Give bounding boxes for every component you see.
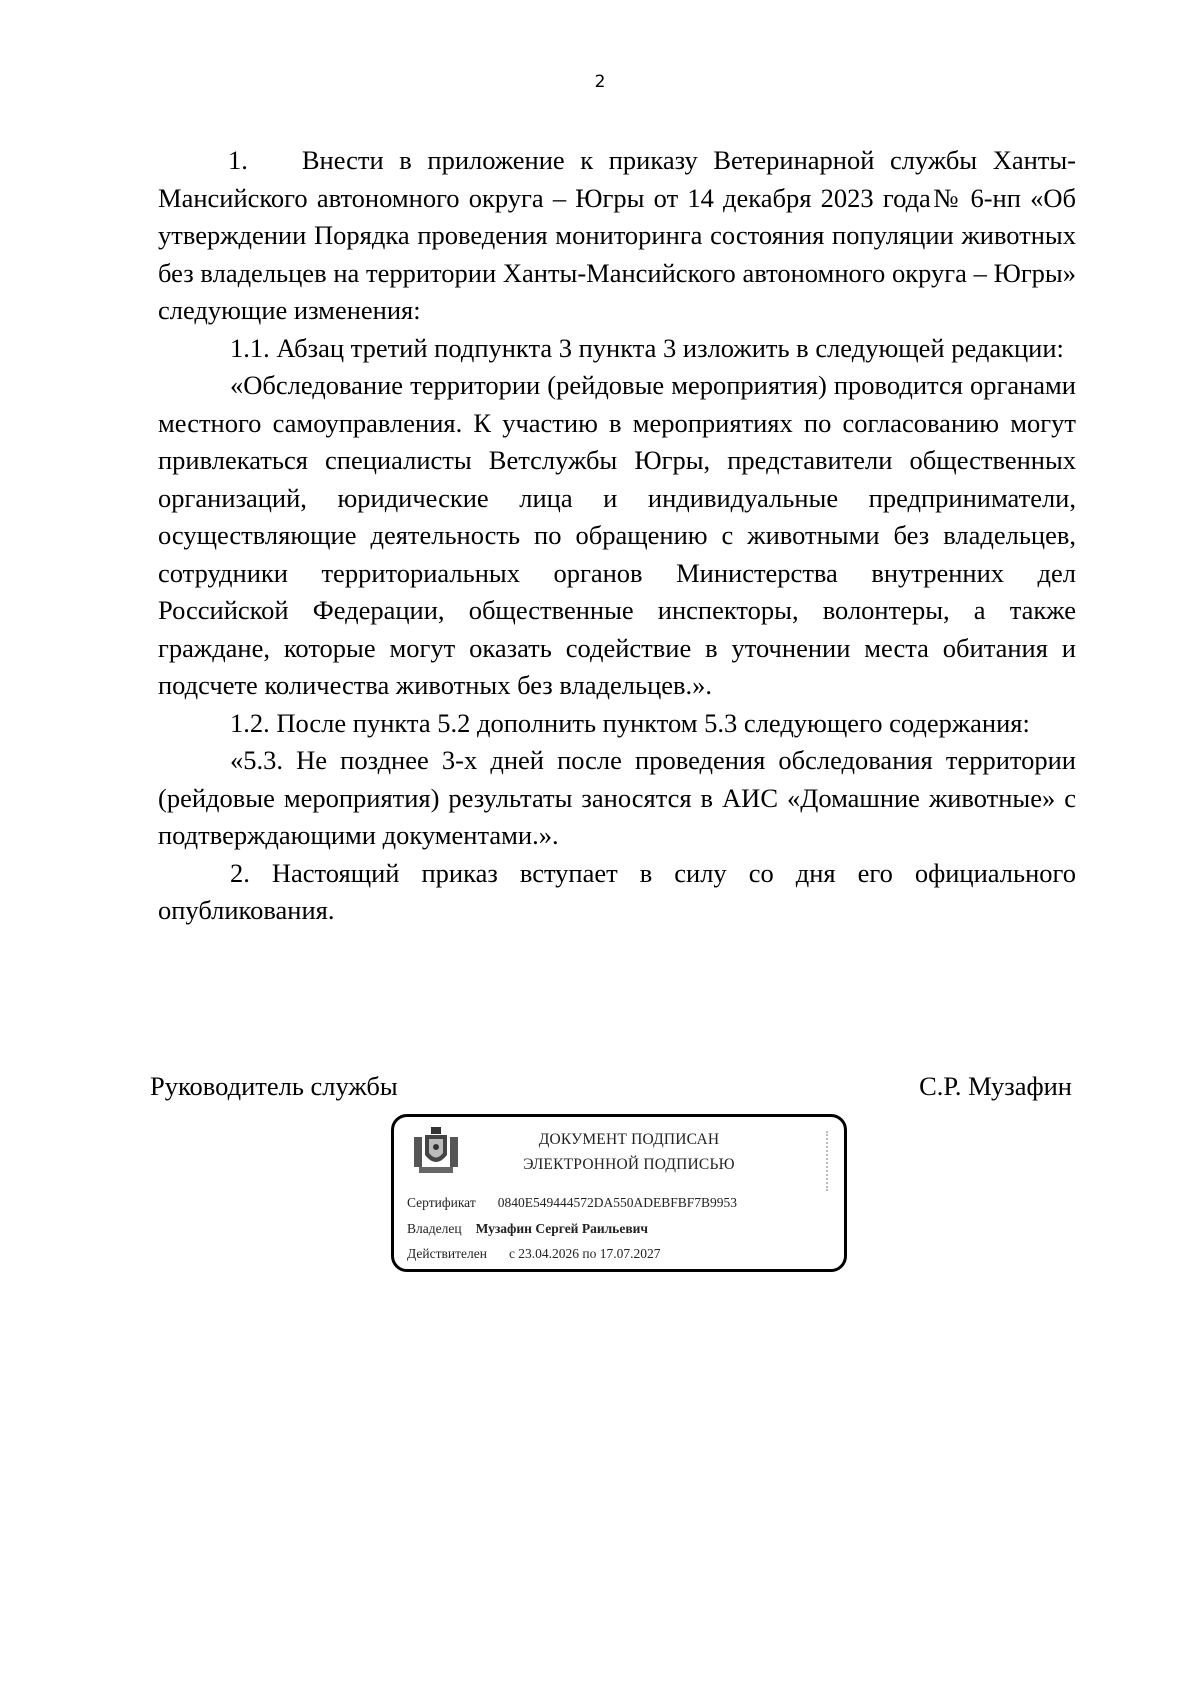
validity-label: Действителен <box>407 1246 487 1261</box>
paragraph-quote-1: «Обследование территории (рейдовые мероприятия) проводится органами местного самоуправления. К участию в мероприятиях по согласованию могут привлекаться специалисты Ветслужбы Югры, представители общественных организаций, юридические лица и индивидуальные предприниматели, осуществляющие деятельность по обращению с животными без владельцев, сотрудники территориальных органов Министерства внутренних дел Российской Федерации, общественные инспекторы, волонтеры, а также граждане, которые могут оказать содействие в уточнении места обитания и подсчете количества животных без владельцев.». <box>158 370 1076 700</box>
stamp-title-line-1: ДОКУМЕНТ ПОДПИСАН <box>538 1131 720 1148</box>
certificate-label: Сертификат <box>407 1195 476 1210</box>
document-body <box>158 142 1076 930</box>
page-number: 2 <box>594 72 606 92</box>
validity-value: с 23.04.2026 по 17.07.2027 <box>508 1246 661 1261</box>
certificate-row <box>407 1195 737 1211</box>
paragraph-1 <box>158 142 1076 330</box>
validity-row <box>407 1246 661 1262</box>
stamp-title <box>464 1127 794 1177</box>
coat-of-arms-icon <box>411 1125 461 1177</box>
paragraph-quote-2: «5.3. Не позднее 3-х дней после проведения обследования территории (рейдовые мероприятия) результаты заносятся в АИС «Домашние животные» с подтверждающими документами.». <box>158 745 1076 850</box>
paragraph-text: Внести в приложение к приказу Ветеринарной службы Ханты-Мансийского автономного округа – Югры от 14 декабря 2023 года№ 6-нп «Об утверждении Порядка проведения мониторинга состояния популяции животных без владельцев на территории Ханты-Мансийского автономного округа – Югры» следующие изменения: <box>158 145 1076 325</box>
owner-value: Музафин Сергей Раильевич <box>475 1221 648 1236</box>
owner-label: Владелец <box>407 1221 462 1236</box>
certificate-value: 0840E549444572DA550ADEBFBF7B9953 <box>497 1195 738 1210</box>
electronic-signature-stamp <box>391 1114 847 1272</box>
paragraph-1-1: 1.1. Абзац третий подпункта 3 пункта 3 изложить в следующей редакции: <box>230 332 1064 363</box>
owner-row <box>407 1221 648 1237</box>
signature-name: С.Р. Музафин <box>919 1071 1072 1101</box>
stamp-dotted-divider <box>824 1131 828 1191</box>
paragraph-1-2: 1.2. После пункта 5.2 дополнить пунктом 5.3 следующего содержания: <box>230 707 1030 738</box>
signature-position: Руководитель службы <box>150 1071 398 1101</box>
paragraph-number: 1. <box>228 145 248 175</box>
paragraph-2: 2. Настоящий приказ вступает в силу со дня его официального опубликования. <box>158 857 1076 925</box>
stamp-title-line-2: ЭЛЕКТРОННОЙ ПОДПИСЬЮ <box>523 1156 735 1173</box>
